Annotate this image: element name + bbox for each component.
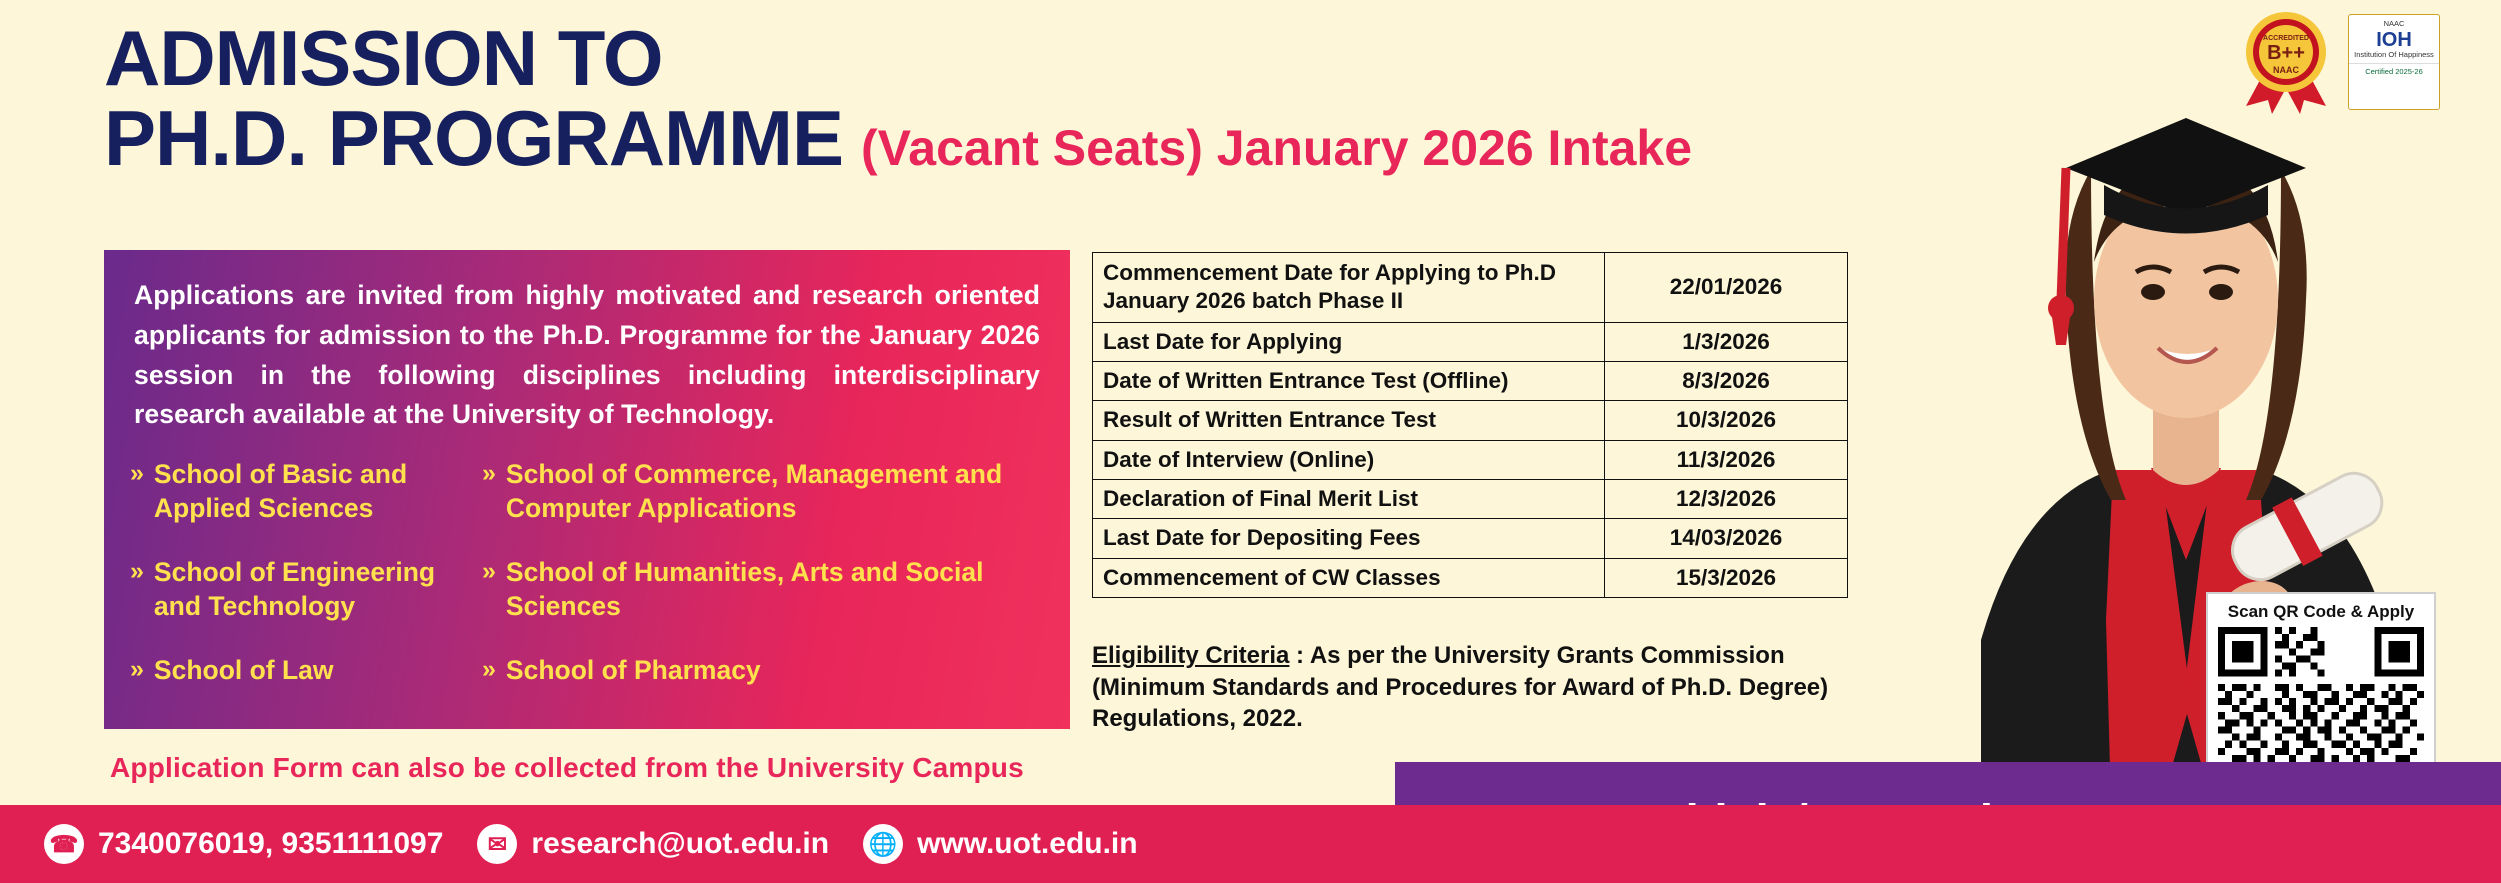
intro-paragraph: Applications are invited from highly motivated and research oriented applicants for admission to the Ph.D. Programme for the January 2026 session in the following disciplines including interdisciplinary research available at the University of Technology. <box>134 280 1040 430</box>
svg-text:NAAC: NAAC <box>2273 65 2299 75</box>
phone-icon: ☎ <box>44 824 84 864</box>
schedule-label: Last Date for Depositing Fees <box>1093 519 1605 558</box>
table-row <box>1093 362 1848 401</box>
svg-text:B++: B++ <box>2267 42 2305 64</box>
list-item <box>482 654 1060 688</box>
ioh-badge-subtitle: Institution Of Happiness <box>2354 49 2434 59</box>
eligibility-text: : As per the University Grants Commission (Minimum Standards and Procedures for Award of Ph.D. Degree) Regulations, 2022. <box>1092 642 1829 733</box>
schedule-label: Last Date for Applying <box>1093 322 1605 361</box>
schools-list <box>130 458 1060 688</box>
eligibility-note <box>1092 640 1882 735</box>
schedule-label: Date of Written Entrance Test (Offline) <box>1093 362 1605 401</box>
table-row <box>1093 519 1848 558</box>
collect-form-note: Application Form can also be collected from the University Campus <box>110 752 1024 783</box>
school-label: School of Humanities, Arts and Social Sciences <box>505 556 984 621</box>
ioh-badge <box>2348 14 2440 110</box>
disciplines-panel <box>104 250 1070 729</box>
headline-block <box>104 14 1804 183</box>
chevron-right-icon: » <box>482 654 496 683</box>
ioh-badge-title: IOH <box>2376 28 2412 51</box>
table-row <box>1093 558 1848 597</box>
contact-row <box>44 824 1138 864</box>
schedule-label: Commencement Date for Applying to Ph.D January 2026 batch Phase II <box>1093 253 1605 323</box>
ioh-badge-top: NAAC <box>2383 19 2405 28</box>
table-row <box>1093 253 1848 323</box>
schedule-table-wrap <box>1092 252 1848 598</box>
schedule-value: 14/03/2026 <box>1605 519 1848 558</box>
school-label: School of Commerce, Management and Computer Applications <box>505 459 1003 523</box>
page-title-main: PH.D. PROGRAMME <box>104 94 844 183</box>
chevron-right-icon: » <box>130 556 144 585</box>
contact-email[interactable] <box>477 824 829 864</box>
chevron-right-icon: » <box>482 459 496 487</box>
chevron-right-icon: » <box>130 654 144 683</box>
schedule-label: Commencement of CW Classes <box>1093 558 1605 597</box>
contact-bar <box>0 805 2501 883</box>
schedule-label: Declaration of Final Merit List <box>1093 480 1605 519</box>
schedule-value: 11/3/2026 <box>1605 440 1848 479</box>
list-item <box>130 556 482 624</box>
schedule-value: 12/3/2026 <box>1605 480 1848 519</box>
school-label: School of Pharmacy <box>505 654 761 685</box>
schedule-value: 22/01/2026 <box>1605 253 1848 323</box>
table-row <box>1093 440 1848 479</box>
schedule-label: Result of Written Entrance Test <box>1093 401 1605 440</box>
school-label: School of Basic and Applied Sciences <box>153 459 408 523</box>
table-row <box>1093 401 1848 440</box>
list-item <box>482 556 1060 624</box>
schedule-table <box>1092 252 1848 598</box>
eligibility-heading: Eligibility Criteria <box>1092 642 1290 669</box>
chevron-right-icon: » <box>482 556 496 585</box>
ioh-badge-cert: Certified 2025-26 <box>2349 63 2439 76</box>
schedule-value: 8/3/2026 <box>1605 362 1848 401</box>
qr-title: Scan QR Code & Apply <box>2227 602 2415 621</box>
envelope-icon: ✉ <box>477 824 517 864</box>
phone-number: 7340076019, 9351111097 <box>98 827 444 860</box>
list-item <box>130 458 482 526</box>
table-row <box>1093 322 1848 361</box>
list-item <box>130 654 482 688</box>
page-title-line2 <box>104 94 1804 183</box>
email-address: research@uot.edu.in <box>531 827 830 860</box>
school-label: School of Engineering and Technology <box>153 556 436 621</box>
globe-icon: 🌐 <box>863 824 903 864</box>
contact-phone[interactable] <box>44 824 443 864</box>
svg-text:ACCREDITED: ACCREDITED <box>2263 35 2309 42</box>
page-subtitle: (Vacant Seats) January 2026 Intake <box>861 120 1693 177</box>
naac-badge-icon <box>2242 10 2330 114</box>
page-title-line1: ADMISSION TO <box>104 14 663 102</box>
schedule-label: Date of Interview (Online) <box>1093 440 1605 479</box>
chevron-right-icon: » <box>130 459 144 487</box>
contact-website[interactable] <box>863 824 1138 864</box>
list-item <box>482 458 1060 526</box>
school-label: School of Law <box>153 654 334 685</box>
schedule-value: 15/3/2026 <box>1605 558 1848 597</box>
table-row <box>1093 480 1848 519</box>
schedule-value: 1/3/2026 <box>1605 322 1848 361</box>
schedule-value: 10/3/2026 <box>1605 401 1848 440</box>
website-url: www.uot.edu.in <box>917 827 1138 860</box>
